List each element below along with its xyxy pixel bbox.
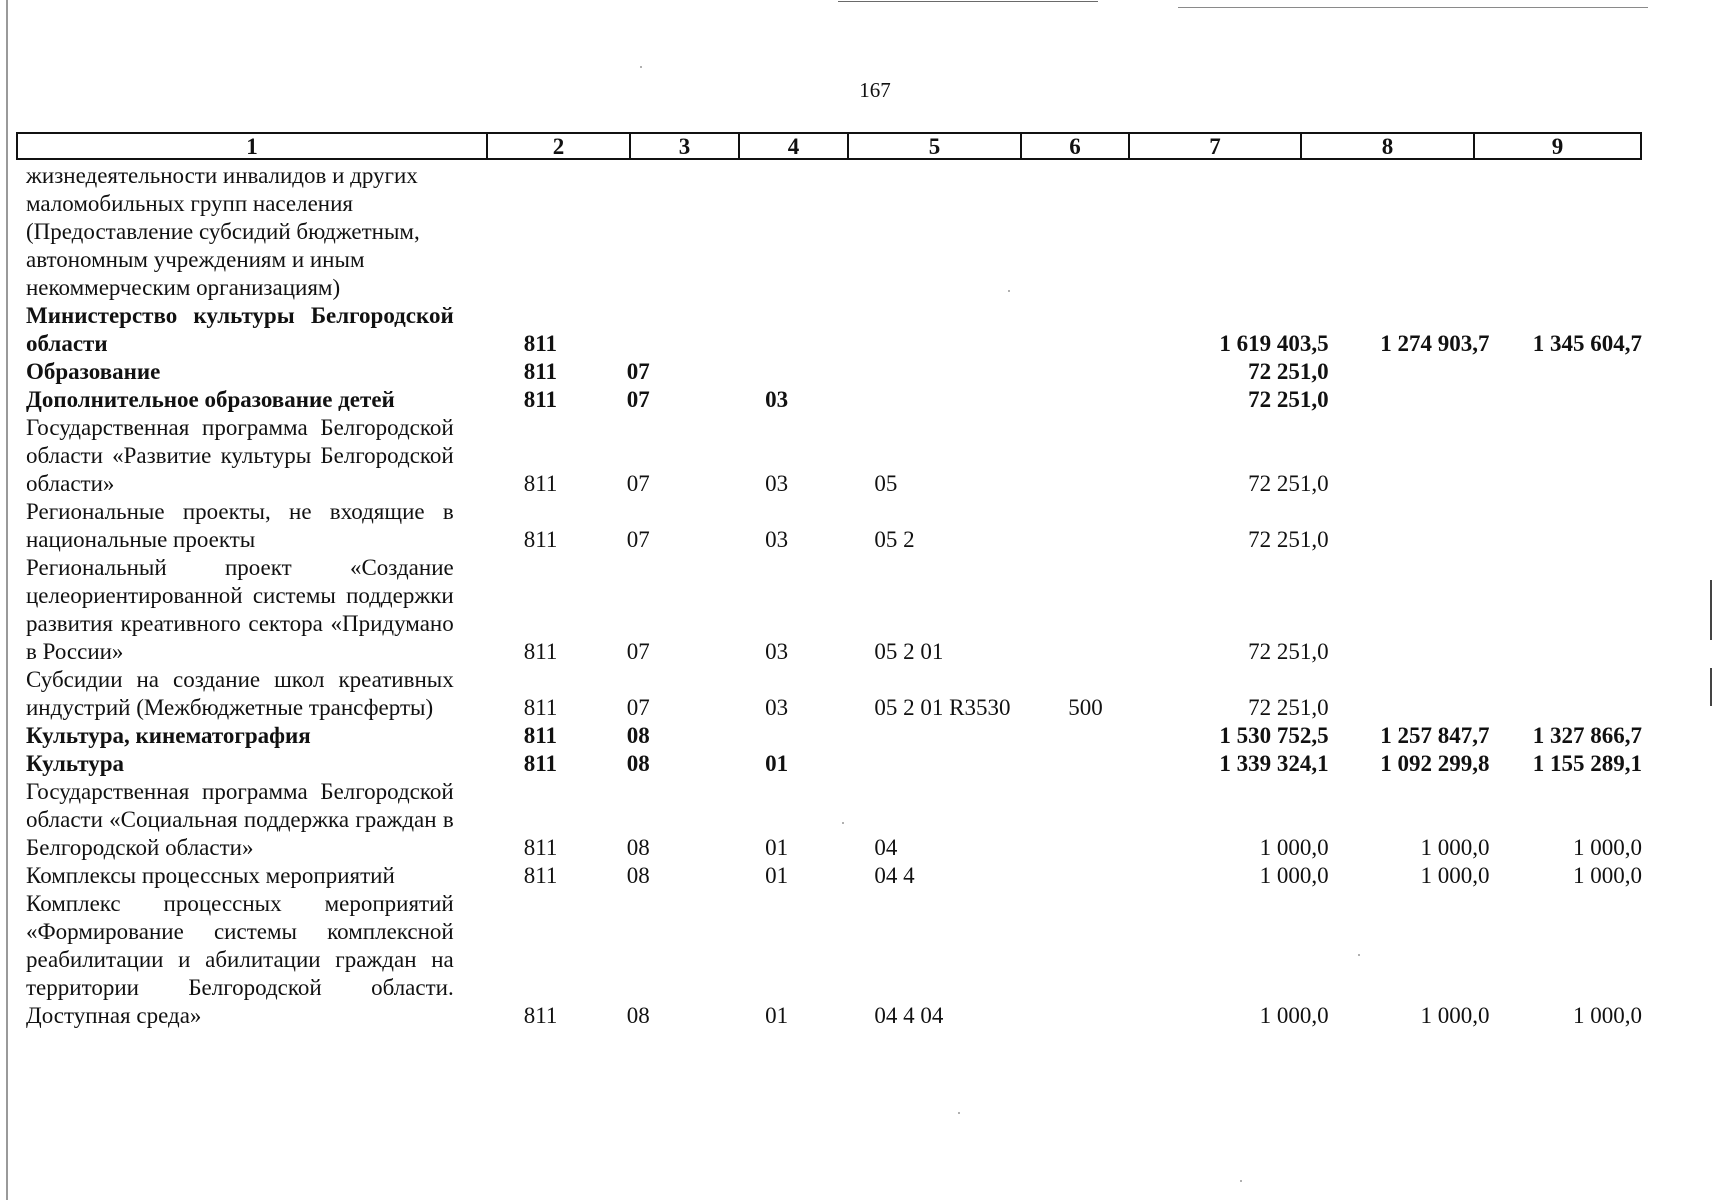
table-row	[16, 386, 1642, 414]
table-row	[16, 890, 1642, 1030]
row-amount-year-1	[1169, 498, 1329, 554]
row-name: жизнедеятельности инвалидов и других маломобильных групп населения (Предоставление субсидий бюджетным, автономным учреждениям и иным некоммерческим организациям)	[26, 163, 420, 300]
row-expense-type-code	[1035, 750, 1168, 778]
row-amount-year-2	[1329, 358, 1490, 386]
row-ved-code-value: 811	[523, 695, 558, 720]
row-amount-year-1	[1169, 554, 1329, 666]
row-amount-year-2-value: 1 000,0	[1420, 835, 1490, 860]
scan-speck	[958, 1112, 960, 1114]
row-name: Культура	[26, 751, 125, 776]
row-amount-year-2	[1329, 498, 1490, 554]
row-name: Образование	[26, 359, 161, 384]
row-target-article-code	[866, 778, 1035, 862]
row-target-article-code-value: 05 2 01	[874, 639, 944, 664]
row-subsection-code-value: 03	[765, 695, 789, 720]
row-ved-code	[454, 162, 590, 302]
row-ved-code	[454, 386, 590, 414]
row-amount-year-2-value: 1 092 299,8	[1380, 751, 1490, 776]
row-section-code	[590, 386, 728, 414]
row-amount-year-3	[1490, 722, 1642, 750]
row-subsection-code-value: 03	[765, 387, 789, 412]
row-amount-year-3	[1490, 302, 1642, 358]
row-section-code-value: 08	[626, 1003, 650, 1028]
row-ved-code-value: 811	[523, 1003, 558, 1028]
table-row	[16, 750, 1642, 778]
row-amount-year-2	[1329, 750, 1490, 778]
header-col-5: 5	[849, 134, 1022, 158]
row-amount-year-1	[1169, 162, 1329, 302]
row-ved-code-value: 811	[523, 387, 557, 412]
row-target-article-code	[866, 554, 1035, 666]
scan-edge-mark	[1710, 580, 1712, 640]
row-section-code-value: 07	[626, 359, 650, 384]
table-body	[16, 162, 1642, 1030]
row-target-article-code	[866, 386, 1035, 414]
row-amount-year-3	[1490, 750, 1642, 778]
row-amount-year-1	[1169, 750, 1329, 778]
row-target-article-code	[866, 722, 1035, 750]
row-subsection-code	[728, 554, 866, 666]
table-row	[16, 414, 1642, 498]
row-expense-type-code	[1035, 162, 1168, 302]
row-name: Государственная программа Белгородской области «Социальная поддержка граждан в Белгородской области»	[26, 779, 454, 860]
table-row	[16, 302, 1642, 358]
row-amount-year-1	[1169, 666, 1329, 722]
row-amount-year-3	[1490, 386, 1642, 414]
row-subsection-code-value: 01	[765, 751, 789, 776]
scan-edge-mark	[1710, 668, 1712, 706]
row-name: Субсидии на создание школ креативных индустрий (Межбюджетные трансферты)	[26, 667, 454, 720]
row-subsection-code	[728, 778, 866, 862]
row-expense-type-code	[1035, 862, 1168, 890]
row-ved-code-value: 811	[523, 835, 558, 860]
row-ved-code	[454, 890, 590, 1030]
row-target-article-code-value: 05	[874, 471, 898, 496]
row-subsection-code	[728, 666, 866, 722]
row-subsection-code-value: 01	[765, 863, 789, 888]
scan-speck	[640, 66, 642, 68]
row-section-code	[590, 358, 728, 386]
row-amount-year-1-value: 1 619 403,5	[1219, 331, 1329, 356]
row-section-code	[590, 778, 728, 862]
row-section-code	[590, 162, 728, 302]
row-amount-year-3-value: 1 000,0	[1572, 1003, 1642, 1028]
row-amount-year-1-value: 1 339 324,1	[1219, 751, 1329, 776]
row-target-article-code-value: 04	[874, 835, 898, 860]
row-ved-code-value: 811	[523, 639, 558, 664]
row-name: Региональный проект «Создание целеориентированной системы поддержки развития креативного сектора «Придумано в России»	[26, 555, 454, 664]
row-section-code	[590, 666, 728, 722]
scan-artifact-line	[838, 1, 1098, 2]
header-col-9: 9	[1551, 134, 1564, 159]
row-target-article-code	[866, 498, 1035, 554]
header-col-7: 7	[1130, 134, 1302, 158]
row-amount-year-2-value: 1 257 847,7	[1380, 723, 1490, 748]
row-subsection-code-value: 03	[765, 471, 789, 496]
row-target-article-code	[866, 302, 1035, 358]
row-ved-code	[454, 554, 590, 666]
row-amount-year-3-value: 1 000,0	[1572, 835, 1642, 860]
row-ved-code-value: 811	[523, 863, 558, 888]
scan-left-edge	[6, 0, 8, 1200]
row-subsection-code	[728, 162, 866, 302]
row-amount-year-1-value: 72 251,0	[1248, 695, 1329, 720]
row-expense-type-code	[1035, 414, 1168, 498]
row-amount-year-1	[1169, 358, 1329, 386]
row-name: Министерство культуры Белгородской области	[26, 303, 454, 356]
row-amount-year-1-value: 1 000,0	[1259, 1003, 1329, 1028]
row-expense-type-code	[1035, 498, 1168, 554]
header-col-6: 6	[1022, 134, 1130, 158]
row-section-code	[590, 498, 728, 554]
row-target-article-code	[866, 666, 1035, 722]
row-amount-year-1	[1169, 862, 1329, 890]
row-section-code	[590, 750, 728, 778]
row-amount-year-1-value: 1 000,0	[1259, 835, 1329, 860]
row-target-article-code-value: 04 4	[874, 863, 915, 888]
row-amount-year-3	[1490, 498, 1642, 554]
row-section-code	[590, 862, 728, 890]
row-section-code	[590, 722, 728, 750]
row-subsection-code	[728, 862, 866, 890]
row-amount-year-2	[1329, 414, 1490, 498]
row-amount-year-2	[1329, 666, 1490, 722]
row-target-article-code	[866, 162, 1035, 302]
header-col-8: 8	[1302, 134, 1475, 158]
row-amount-year-2	[1329, 302, 1490, 358]
row-subsection-code	[728, 750, 866, 778]
row-amount-year-2	[1329, 162, 1490, 302]
row-expense-type-code	[1035, 722, 1168, 750]
row-expense-type-code	[1035, 386, 1168, 414]
row-ved-code	[454, 498, 590, 554]
row-amount-year-3	[1490, 666, 1642, 722]
row-subsection-code-value: 03	[765, 527, 789, 552]
header-col-1: 1	[18, 134, 488, 158]
row-amount-year-1-value: 72 251,0	[1248, 527, 1329, 552]
row-expense-type-code	[1035, 666, 1168, 722]
row-amount-year-2	[1329, 554, 1490, 666]
table-row	[16, 554, 1642, 666]
row-name: Комплексы процессных мероприятий	[26, 863, 395, 888]
row-target-article-code-value: 05 2	[874, 527, 915, 552]
row-section-code-value: 08	[626, 835, 650, 860]
table-row	[16, 778, 1642, 862]
row-ved-code-value: 811	[523, 471, 558, 496]
row-amount-year-3-value: 1 327 866,7	[1532, 723, 1642, 748]
row-amount-year-2	[1329, 778, 1490, 862]
row-section-code-value: 08	[626, 751, 650, 776]
row-target-article-code	[866, 890, 1035, 1030]
row-subsection-code	[728, 722, 866, 750]
row-section-code	[590, 554, 728, 666]
row-name: Дополнительное образование детей	[26, 387, 395, 412]
header-col-2: 2	[488, 134, 631, 158]
row-amount-year-3-value: 1 155 289,1	[1532, 751, 1642, 776]
row-amount-year-1	[1169, 722, 1329, 750]
row-target-article-code	[866, 358, 1035, 386]
row-ved-code-value: 811	[523, 751, 557, 776]
row-amount-year-1	[1169, 414, 1329, 498]
row-amount-year-1-value: 72 251,0	[1248, 471, 1329, 496]
row-target-article-code-value: 04 4 04	[874, 1003, 944, 1028]
header-col-3: 3	[631, 134, 740, 158]
row-ved-code-value: 811	[523, 723, 557, 748]
row-section-code-value: 07	[626, 527, 650, 552]
row-subsection-code	[728, 386, 866, 414]
row-subsection-code-value: 01	[765, 1003, 789, 1028]
row-section-code-value: 08	[626, 863, 650, 888]
row-amount-year-3	[1490, 554, 1642, 666]
row-amount-year-2	[1329, 890, 1490, 1030]
row-target-article-code	[866, 862, 1035, 890]
row-ved-code	[454, 414, 590, 498]
row-amount-year-1-value: 72 251,0	[1248, 387, 1329, 412]
row-expense-type-code	[1035, 890, 1168, 1030]
header-col-4: 4	[740, 134, 849, 158]
row-ved-code	[454, 666, 590, 722]
row-target-article-code	[866, 414, 1035, 498]
row-amount-year-1	[1169, 890, 1329, 1030]
table-row	[16, 722, 1642, 750]
row-amount-year-3	[1490, 778, 1642, 862]
table-row	[16, 162, 1642, 302]
row-amount-year-2-value: 1 000,0	[1420, 863, 1490, 888]
row-section-code	[590, 414, 728, 498]
row-subsection-code	[728, 414, 866, 498]
row-amount-year-1-value: 72 251,0	[1248, 359, 1329, 384]
row-ved-code-value: 811	[523, 331, 557, 356]
row-name: Государственная программа Белгородской области «Развитие культуры Белгородской области»	[26, 415, 454, 496]
row-ved-code	[454, 778, 590, 862]
row-expense-type-code	[1035, 302, 1168, 358]
row-name: Комплекс процессных мероприятий «Формирование системы комплексной реабилитации и абилитации граждан на территории Белгородской области. Доступная среда»	[26, 891, 454, 1028]
row-amount-year-1	[1169, 386, 1329, 414]
row-amount-year-2-value: 1 000,0	[1420, 1003, 1490, 1028]
row-subsection-code	[728, 890, 866, 1030]
table-header	[16, 132, 1642, 160]
row-amount-year-1	[1169, 778, 1329, 862]
row-subsection-code-value: 03	[765, 639, 789, 664]
row-amount-year-3	[1490, 414, 1642, 498]
row-section-code-value: 07	[626, 387, 650, 412]
row-name: Культура, кинематография	[26, 723, 311, 748]
row-amount-year-2	[1329, 862, 1490, 890]
row-expense-type-code	[1035, 358, 1168, 386]
scan-artifact-line	[1178, 7, 1648, 8]
row-section-code-value: 07	[626, 471, 650, 496]
page-number: 167	[859, 78, 891, 102]
row-section-code-value: 07	[626, 695, 650, 720]
table-row	[16, 358, 1642, 386]
row-ved-code	[454, 750, 590, 778]
row-amount-year-3	[1490, 358, 1642, 386]
row-amount-year-3	[1490, 862, 1642, 890]
row-ved-code-value: 811	[523, 359, 557, 384]
row-expense-type-code	[1035, 554, 1168, 666]
row-subsection-code	[728, 302, 866, 358]
row-ved-code	[454, 862, 590, 890]
row-amount-year-1	[1169, 302, 1329, 358]
row-ved-code	[454, 722, 590, 750]
row-subsection-code	[728, 358, 866, 386]
row-expense-type-code	[1035, 778, 1168, 862]
row-ved-code	[454, 302, 590, 358]
row-ved-code-value: 811	[523, 527, 558, 552]
row-section-code-value: 07	[626, 639, 650, 664]
row-section-code	[590, 302, 728, 358]
row-ved-code	[454, 358, 590, 386]
table-row	[16, 862, 1642, 890]
table-row	[16, 498, 1642, 554]
row-name: Региональные проекты, не входящие в национальные проекты	[26, 499, 454, 552]
row-expense-type-code-value: 500	[1068, 695, 1103, 720]
row-amount-year-2	[1329, 722, 1490, 750]
table-row	[16, 666, 1642, 722]
scan-speck	[1240, 1180, 1242, 1182]
row-subsection-code	[728, 498, 866, 554]
row-section-code-value: 08	[626, 723, 650, 748]
row-amount-year-2-value: 1 274 903,7	[1380, 331, 1490, 356]
row-target-article-code	[866, 750, 1035, 778]
row-amount-year-3	[1490, 890, 1642, 1030]
row-amount-year-1-value: 1 530 752,5	[1219, 723, 1329, 748]
row-amount-year-3-value: 1 000,0	[1572, 863, 1642, 888]
row-section-code	[590, 890, 728, 1030]
row-amount-year-2	[1329, 386, 1490, 414]
row-amount-year-1-value: 1 000,0	[1259, 863, 1329, 888]
row-amount-year-1-value: 72 251,0	[1248, 639, 1329, 664]
row-target-article-code-value: 05 2 01 R3530	[874, 695, 1011, 720]
row-subsection-code-value: 01	[765, 835, 789, 860]
row-amount-year-3	[1490, 162, 1642, 302]
row-amount-year-3-value: 1 345 604,7	[1532, 331, 1642, 356]
